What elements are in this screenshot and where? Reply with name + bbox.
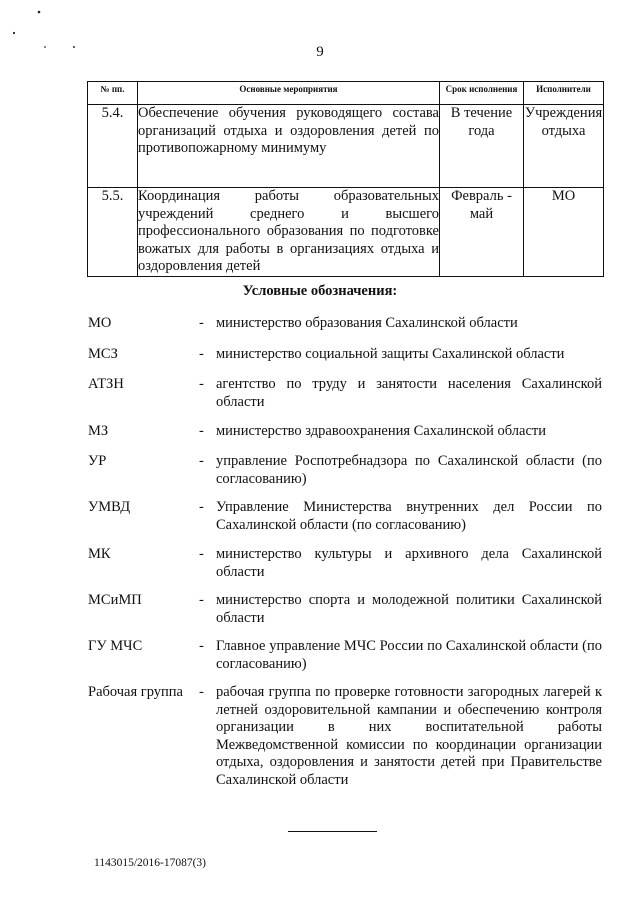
legend-dash: -	[199, 546, 204, 562]
legend-abbr: МСЗ	[88, 346, 118, 362]
legend-abbr: МЗ	[88, 423, 109, 439]
legend-dash: -	[199, 315, 204, 331]
legend-abbr: Рабочая группа	[88, 684, 183, 700]
header-num: № пп.	[88, 82, 138, 105]
table-header-row	[88, 82, 604, 105]
legend-definition: министерство спорта и молодежной политики Сахалинской области	[216, 592, 602, 626]
legend-title: Условные обозначения:	[242, 283, 398, 299]
legend-definition: управление Роспотребнадзора по Сахалинской области (по согласованию)	[216, 453, 602, 487]
legend-definition: министерство образования Сахалинской области	[216, 315, 518, 331]
legend-abbr: АТЗН	[88, 376, 124, 392]
legend-definition: министерство здравоохранения Сахалинской области	[216, 423, 547, 439]
table-row	[88, 188, 604, 277]
page-number: 9	[316, 44, 324, 60]
legend-abbr: ГУ МЧС	[88, 638, 143, 654]
legend-abbr: УМВД	[88, 499, 131, 515]
legend-abbr: МСиМП	[88, 592, 142, 608]
legend-abbr: УР	[88, 453, 107, 469]
row-executor: МО	[524, 188, 604, 277]
row-term: В течение года	[440, 105, 524, 188]
legend-dash: -	[199, 346, 204, 362]
document-code: 1143015/2016-17087(3)	[94, 857, 207, 869]
legend-dash: -	[199, 453, 204, 469]
legend-abbr: МК	[88, 546, 111, 562]
legend-definition: агентство по труду и занятости населения Сахалинской области	[216, 376, 602, 410]
activities-table	[87, 81, 604, 277]
row-number: 5.4.	[88, 105, 138, 188]
legend-definition: Управление Министерства внутренних дел России по Сахалинской области (по согласованию)	[216, 499, 602, 533]
legend-dash: -	[199, 423, 204, 439]
row-executor: Учреждения отдыха	[524, 105, 604, 188]
legend-dash: -	[199, 376, 204, 392]
legend-dash: -	[199, 684, 204, 700]
table-row	[88, 105, 604, 188]
header-activity: Основные мероприятия	[138, 82, 440, 105]
legend-abbr: МО	[88, 315, 112, 331]
legend-definition: Главное управление МЧС России по Сахалинской области (по согласованию)	[216, 638, 602, 672]
legend-dash: -	[199, 592, 204, 608]
header-executor: Исполнители	[524, 82, 604, 105]
legend-definition: рабочая группа по проверке готовности загородных лагерей к летней оздоровительной кампании и обеспечению контроля организации в них воспитательной работы Межведомственной комиссии по координации организации отдыха, оздоровления и занятости детей при Правительстве Сахалинской области	[216, 684, 602, 788]
legend-definition: министерство культуры и архивного дела Сахалинской области	[216, 546, 602, 580]
legend-dash: -	[199, 638, 204, 654]
row-activity: Координация работы образовательных учреждений среднего и высшего профессионального образования по подготовке вожатых для работы в организациях отдыха и оздоровления детей	[138, 188, 439, 274]
row-number: 5.5.	[88, 188, 138, 277]
header-term: Срок исполнения	[440, 82, 524, 105]
footer-rule	[288, 831, 377, 832]
row-term: Февраль - май	[440, 188, 524, 277]
row-activity: Обеспечение обучения руководящего состава организаций отдыха и оздоровления детей по противопожарному минимуму	[138, 105, 440, 188]
legend-dash: -	[199, 499, 204, 515]
legend-definition: министерство социальной защиты Сахалинской области	[216, 346, 565, 362]
